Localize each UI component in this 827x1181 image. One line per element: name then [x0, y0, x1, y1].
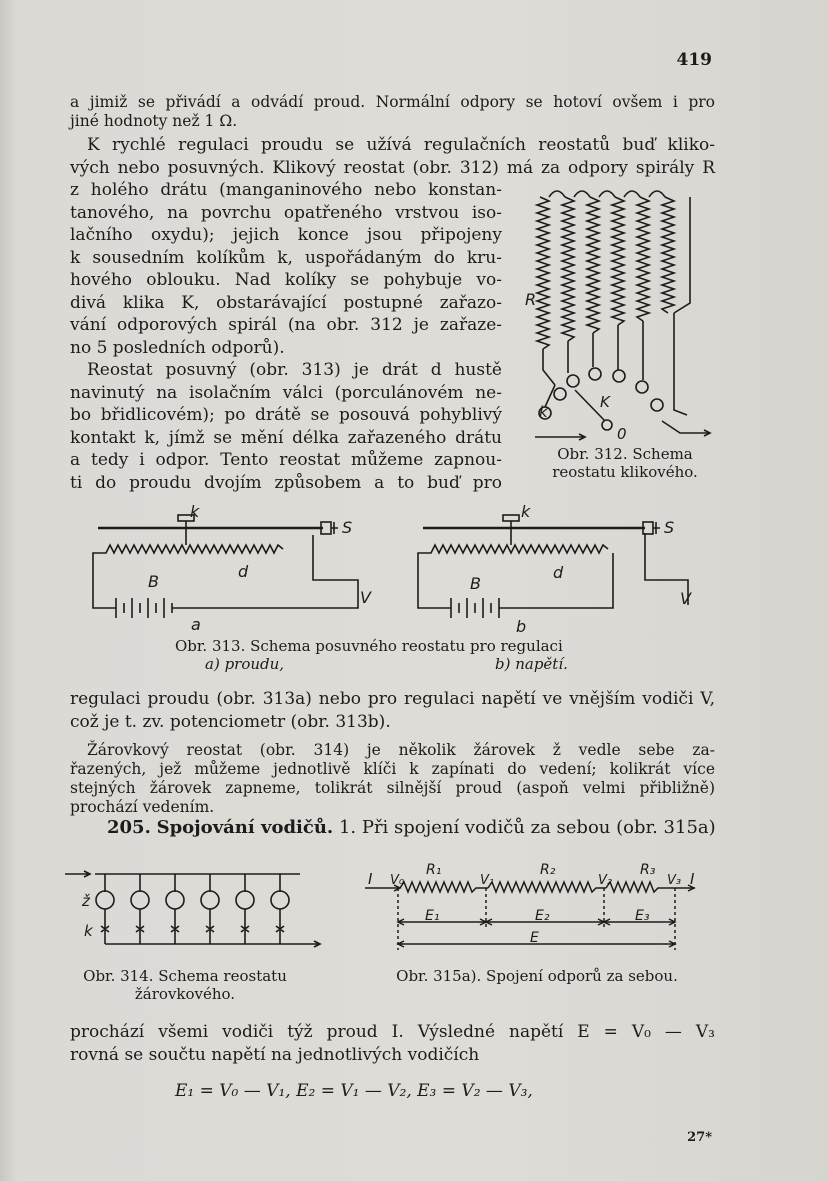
- text-line: Žárovkový reostat (obr. 314) je několik žárovek ž vedle sebe za-: [87, 741, 715, 759]
- caption-line: reostatu klikového.: [552, 463, 698, 481]
- text-line: Reostat posuvný (obr. 313) je drát d hustě: [87, 360, 502, 380]
- label-k: k: [539, 403, 548, 421]
- label-S: S: [342, 518, 353, 537]
- figure-313a-slide-rheostat: [88, 502, 388, 640]
- lamp-rheostat-paragraph: [70, 741, 715, 817]
- section-heading-rest: 1. Při spojení vodičů za sebou (obr. 315a): [338, 817, 716, 838]
- caption-b: b) napětí.: [495, 655, 568, 673]
- label-B: B: [470, 574, 481, 593]
- text-line: K rychlé regulaci proudu se užívá regulačních reostatů buď kliko-: [87, 135, 715, 155]
- figure-315a-caption: [362, 967, 712, 985]
- label-E2: E₂: [535, 908, 550, 924]
- label-z: ž: [82, 892, 90, 910]
- text-line: prochází vedením.: [70, 798, 215, 816]
- label-k: k: [521, 502, 531, 521]
- text-line: divá klika K, obstarávající postupné zařazo-: [70, 292, 502, 313]
- caption-line: [160, 655, 640, 673]
- label-V3: V₃: [667, 873, 682, 888]
- text-line: z holého drátu (manganinového nebo konstan-: [70, 180, 502, 200]
- section-heading: [107, 817, 717, 840]
- figure-313-caption: [160, 637, 640, 673]
- text-line: což je t. zv. potenciometr (obr. 313b).: [70, 711, 391, 732]
- page-number: 419: [676, 50, 712, 70]
- label-k: k: [190, 502, 200, 521]
- label-E: E: [530, 930, 539, 946]
- equation: E₁ = V₀ — V₁, E₂ = V₁ — V₂, E₃ = V₂ — V₃,: [175, 1081, 533, 1101]
- label-E3: E₃: [635, 908, 650, 924]
- series-paragraph: [70, 1021, 715, 1066]
- text-line: vých nebo posuvných. Klikový reostat (obr. 312) má za odpory spirály R: [70, 157, 715, 178]
- text-line: kontakt k, jímž se mění délka zařazeného drátu: [70, 427, 502, 448]
- figure-312-caption: [530, 445, 720, 481]
- label-b: b: [516, 617, 527, 636]
- text-line: stejných žárovek zapneme, tolikrát silnější proud (aspoň velmi přibližně): [70, 779, 715, 797]
- text-line: a tedy i odpor. Tento reostat můžeme zapnou-: [70, 450, 502, 470]
- figure-312-crank-rheostat: [515, 185, 725, 445]
- label-R2: R₂: [540, 862, 556, 878]
- label-V: V: [360, 588, 371, 607]
- text-line: no 5 posledních odporů).: [70, 337, 285, 358]
- caption-line: Obr. 315a). Spojení odporů za sebou.: [396, 967, 678, 985]
- intro-line: a jimiž se přivádí a odvádí proud. Normální odpory se hotoví ovšem i pro: [70, 93, 715, 111]
- figure-315a-series-resistors: [360, 860, 705, 960]
- label-V1: V₁: [480, 873, 495, 888]
- text-line: k sousedním kolíkům k, uspořádaným do kru-: [70, 247, 502, 268]
- label-d: d: [553, 563, 564, 582]
- text-line: regulaci proudu (obr. 313a) nebo pro regulaci napětí ve vnějším vodiči V,: [70, 689, 715, 709]
- figure-314-lamp-rheostat: [60, 862, 335, 962]
- caption-line: Obr. 313. Schema posuvného reostatu pro regulaci: [175, 637, 563, 655]
- text-line: bo břidlicovém); po drátě se posouvá pohyblivý: [70, 405, 502, 425]
- figure-313b-potentiometer: [413, 502, 713, 640]
- label-E1: E₁: [425, 908, 440, 924]
- label-R1: R₁: [426, 862, 442, 878]
- intro-line: jiné hodnoty než 1 Ω.: [70, 112, 238, 130]
- text-line: vání odporových spirál (na obr. 312 je zařaze-: [70, 315, 502, 335]
- section-title: Spojování vodičů.: [156, 817, 334, 838]
- text-line: hového oblouku. Nad kolíky se pohybuje vo-: [70, 270, 502, 290]
- label-k: k: [84, 922, 93, 940]
- label-R3: R₃: [640, 862, 656, 878]
- label-I-left: I: [368, 870, 373, 888]
- text-line: prochází všemi vodiči týž proud I. Výsledné napětí E = V₀ — V₃: [70, 1022, 715, 1042]
- text-line: tanového, na povrchu opatřeného vrstvou iso-: [70, 202, 502, 223]
- label-B: B: [148, 572, 159, 591]
- text-line: lačního oxydu); jejich konce jsou připojeny: [70, 225, 502, 245]
- label-I-right: I: [690, 870, 695, 888]
- label-zero: 0: [617, 425, 627, 443]
- label-V2: V₂: [598, 873, 613, 888]
- label-d: d: [238, 562, 249, 581]
- regulation-paragraph: [70, 134, 715, 179]
- wrapped-paragraph: [70, 179, 502, 494]
- footer-mark: 27*: [687, 1130, 712, 1145]
- caption-a: a) proudu,: [205, 655, 285, 673]
- after-figure-313-paragraph: [70, 688, 715, 733]
- label-V: V: [680, 589, 691, 608]
- label-V0: V₀: [390, 873, 405, 888]
- section-number: 205.: [107, 817, 151, 838]
- intro-paragraph: [70, 93, 715, 131]
- text-line: rovná se součtu napětí na jednotlivých vodičích: [70, 1044, 480, 1065]
- caption-line: žárovkového.: [134, 985, 236, 1003]
- text-line: navinutý na isolačním válci (porculánovém ne-: [70, 382, 502, 403]
- label-R: R: [525, 290, 537, 309]
- text-line: řazených, jež můžeme jednotlivě klíči k zapínati do vedení; kolikrát více: [70, 760, 715, 778]
- caption-line: Obr. 312. Schema: [557, 445, 693, 463]
- label-S: S: [664, 518, 675, 537]
- label-a: a: [191, 615, 201, 634]
- label-K: K: [600, 393, 610, 411]
- figure-314-caption: [60, 967, 310, 1003]
- caption-line: Obr. 314. Schema reostatu: [83, 967, 287, 985]
- text-line: ti do proudu dvojím způsobem a to buď pro: [70, 472, 502, 493]
